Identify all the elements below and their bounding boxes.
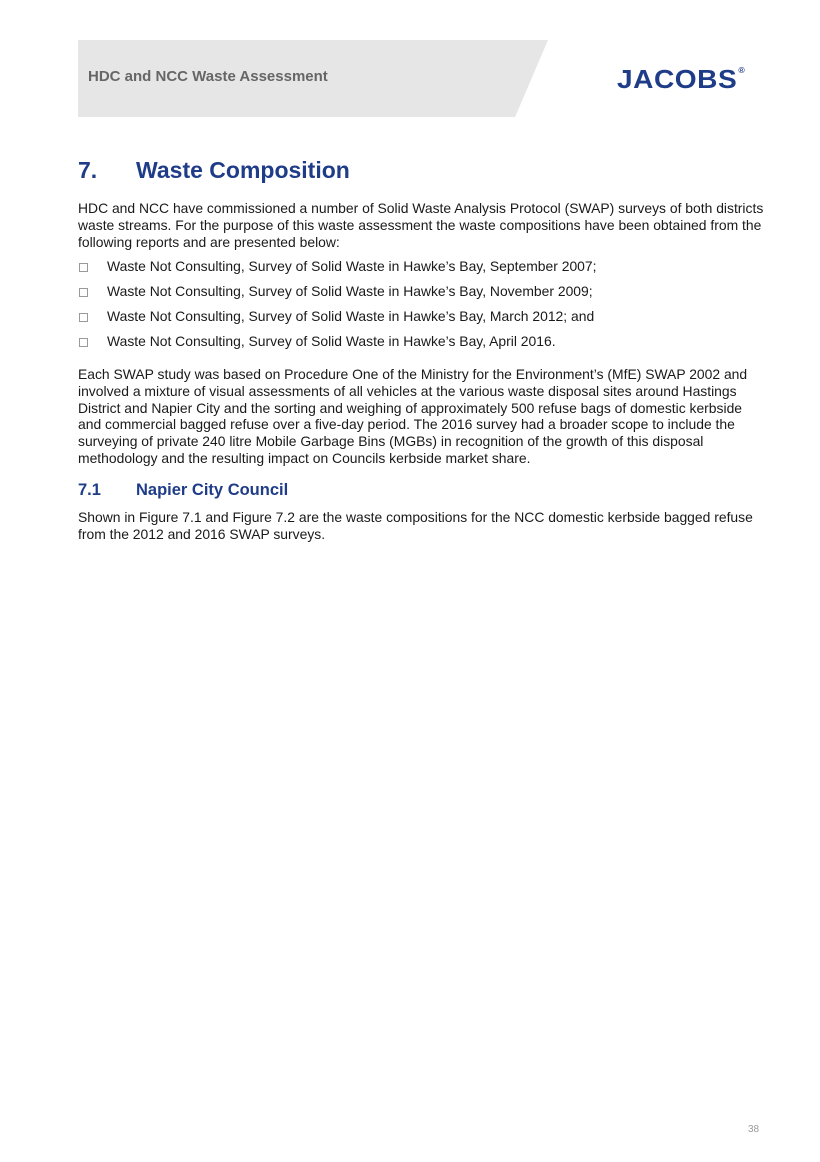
subsection-heading <box>78 481 288 500</box>
subsection-title: Napier City Council <box>136 481 289 499</box>
header-title: HDC and NCC Waste Assessment <box>88 68 328 85</box>
report-list <box>78 258 768 358</box>
list-item-text: Waste Not Consulting, Survey of Solid Waste in Hawke’s Bay, September 2007; <box>107 258 597 274</box>
list-item-text: Waste Not Consulting, Survey of Solid Waste in Hawke’s Bay, April 2016. <box>107 333 556 349</box>
page-number: 38 <box>748 1124 760 1135</box>
bullet-box-icon <box>79 263 88 272</box>
section-heading <box>78 157 350 184</box>
list-item <box>78 308 768 333</box>
list-item <box>78 333 768 358</box>
list-item-text: Waste Not Consulting, Survey of Solid Waste in Hawke’s Bay, November 2009; <box>107 283 593 299</box>
subsection-number: 7.1 <box>78 481 101 499</box>
section-number: 7. <box>78 157 98 183</box>
bullet-box-icon <box>79 338 88 347</box>
list-item <box>78 283 768 308</box>
list-item-text: Waste Not Consulting, Survey of Solid Waste in Hawke’s Bay, March 2012; and <box>107 308 595 324</box>
logo-text: JACOBS <box>617 64 738 94</box>
list-item <box>78 258 768 283</box>
bullet-box-icon <box>79 313 88 322</box>
registered-mark: ® <box>738 66 746 75</box>
napier-paragraph: Shown in Figure 7.1 and Figure 7.2 are the waste compositions for the NCC domestic kerbside bagged refuse from the 2012 and 2016 SWAP surveys. <box>78 509 753 542</box>
jacobs-logo <box>617 64 745 95</box>
section-title: Waste Composition <box>136 157 350 183</box>
swap-study-paragraph: Each SWAP study was based on Procedure One of the Ministry for the Environment’s (MfE) SWAP 2002 and involved a mixture of visual assessments of all vehicles at the various waste disposal sites around Hastings District and Napier City and the sorting and weighing of approximately 500 refuse bags of domestic kerbside and commercial bagged refuse over a five-day period. The 2016 survey had a broader scope to include the surveying of private 240 litre Mobile Garbage Bins (MGBs) in recognition of the growth of this disposal methodology and the resulting impact on Councils kerbside market share. <box>78 366 748 466</box>
bullet-box-icon <box>79 288 88 297</box>
intro-paragraph: HDC and NCC have commissioned a number of Solid Waste Analysis Protocol (SWAP) surveys of both districts waste streams. For the purpose of this waste assessment the waste compositions have been obtained from the following reports and are presented below: <box>78 200 764 250</box>
